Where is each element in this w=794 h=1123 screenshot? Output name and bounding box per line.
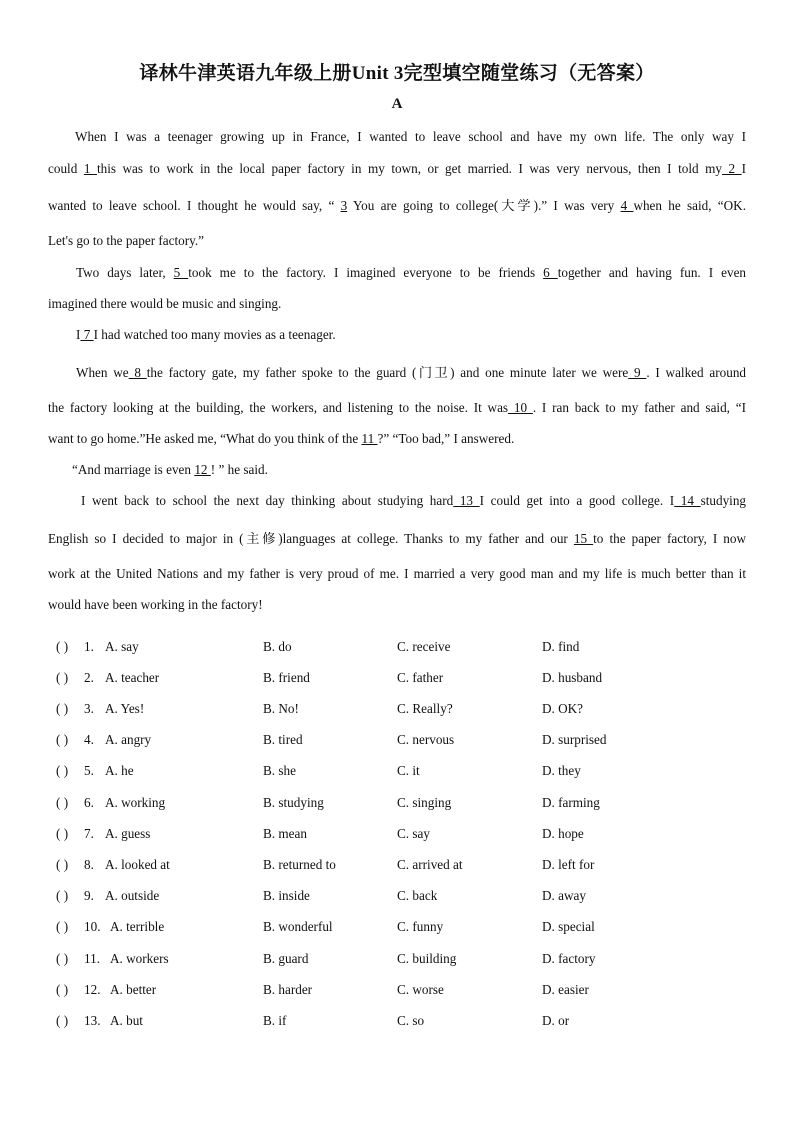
option-a: A. teacher xyxy=(105,670,160,685)
blank-12: 12 xyxy=(194,462,211,477)
passage-text: ?” “Too bad,” I answered. xyxy=(377,431,515,446)
passage-line xyxy=(48,399,746,417)
option-c: C. nervous xyxy=(397,732,455,747)
passage-line xyxy=(48,492,746,510)
option-b: B. inside xyxy=(263,888,310,903)
question-number: 10. xyxy=(84,919,101,934)
passage-line xyxy=(48,160,746,178)
answer-parenthesis: ( ) xyxy=(56,888,69,903)
option-a: A. but xyxy=(110,1013,143,1028)
passage-text: would have been working in the factory! xyxy=(48,597,263,612)
answer-parenthesis: ( ) xyxy=(56,795,69,810)
option-d: D. OK? xyxy=(542,701,584,716)
option-d: D. easier xyxy=(542,982,589,997)
blank-4: 4 xyxy=(620,198,634,213)
passage-line xyxy=(48,295,746,313)
passage-line xyxy=(48,596,746,614)
passage-text: Two days later, xyxy=(76,265,174,280)
option-b: B. No! xyxy=(263,701,299,716)
answer-parenthesis: ( ) xyxy=(56,670,69,685)
passage-text: ! ” he said. xyxy=(210,462,268,477)
option-d: D. hope xyxy=(542,826,584,841)
blank-2: 2 xyxy=(721,161,742,176)
passage-line xyxy=(48,565,746,583)
blank-13: 13 xyxy=(453,493,480,508)
option-a: A. better xyxy=(110,982,157,997)
answer-parenthesis: ( ) xyxy=(56,857,69,872)
option-c: C. say xyxy=(397,826,430,841)
question-number: 8. xyxy=(84,857,94,872)
answer-parenthesis: ( ) xyxy=(56,701,69,716)
passage-text: English so I decided to major in (主修)languages at college. Thanks to my father and our xyxy=(48,531,574,546)
passage-text: I xyxy=(741,161,747,176)
option-a: A. working xyxy=(105,795,166,810)
passage-line xyxy=(48,430,746,448)
option-c: C. Really? xyxy=(397,701,453,716)
blank-11: 11 xyxy=(361,431,378,446)
option-a: A. workers xyxy=(110,951,169,966)
passage-text: studying xyxy=(700,493,747,508)
answer-parenthesis: ( ) xyxy=(56,951,69,966)
question-number: 11. xyxy=(84,951,100,966)
question-number: 3. xyxy=(84,701,94,716)
passage-text: to the paper factory, I now xyxy=(593,531,747,546)
option-a: A. looked at xyxy=(105,857,170,872)
answer-parenthesis: ( ) xyxy=(56,639,69,654)
answer-parenthesis: ( ) xyxy=(56,919,69,934)
option-b: B. do xyxy=(263,639,292,654)
passage-text: “And marriage is even xyxy=(72,462,195,477)
option-c: C. back xyxy=(397,888,438,903)
option-c: C. building xyxy=(397,951,457,966)
passage-text: You are going to college(大学).” I was very xyxy=(347,198,621,213)
question-number: 1. xyxy=(84,639,94,654)
option-d: D. they xyxy=(542,763,581,778)
option-d: D. farming xyxy=(542,795,600,810)
option-b: B. studying xyxy=(263,795,324,810)
question-row xyxy=(0,981,794,1001)
option-d: D. or xyxy=(542,1013,570,1028)
answer-parenthesis: ( ) xyxy=(56,1013,69,1028)
question-number: 6. xyxy=(84,795,94,810)
passage-text: . I ran back to my father and said, “I xyxy=(532,400,747,415)
option-b: B. harder xyxy=(263,982,313,997)
option-c: C. singing xyxy=(397,795,452,810)
answer-parenthesis: ( ) xyxy=(56,982,69,997)
question-number: 5. xyxy=(84,763,94,778)
option-a: A. Yes! xyxy=(105,701,145,716)
passage-line xyxy=(48,128,746,146)
passage-text: . I walked around xyxy=(646,365,747,380)
passage-line xyxy=(48,197,746,215)
option-c: C. father xyxy=(397,670,444,685)
question-row xyxy=(0,794,794,814)
passage-text: Let's go to the paper factory.” xyxy=(48,233,205,248)
option-a: A. guess xyxy=(105,826,151,841)
option-c: C. arrived at xyxy=(397,857,463,872)
passage-text: took me to the factory. I imagined everyone to be friends xyxy=(188,265,544,280)
question-number: 13. xyxy=(84,1013,101,1028)
passage-line xyxy=(48,264,746,282)
passage-line xyxy=(48,364,746,382)
passage-line xyxy=(76,326,336,344)
question-number: 2. xyxy=(84,670,94,685)
document-title: 译林牛津英语九年级上册Unit 3完型填空随堂练习（无答案） xyxy=(139,63,655,84)
passage-text: together and having fun. I even xyxy=(557,265,747,280)
section-heading: A xyxy=(391,96,403,112)
option-b: B. mean xyxy=(263,826,307,841)
question-row xyxy=(0,638,794,658)
option-b: B. returned to xyxy=(263,857,336,872)
blank-15: 15 xyxy=(573,531,594,546)
option-a: A. terrible xyxy=(110,919,165,934)
passage-text: imagined there would be music and singing. xyxy=(48,296,282,311)
option-a: A. he xyxy=(105,763,134,778)
blank-7: 7 xyxy=(80,327,94,342)
option-d: D. away xyxy=(542,888,586,903)
passage-text: wanted to leave school. I thought he would say, “ xyxy=(48,198,341,213)
option-b: B. she xyxy=(263,763,296,778)
question-number: 4. xyxy=(84,732,94,747)
passage-text: When I was a teenager growing up in France, I wanted to leave school and have my own life. The only way I xyxy=(75,129,746,144)
option-d: D. special xyxy=(542,919,595,934)
passage-text: I went back to school the next day thinking about studying hard xyxy=(81,493,454,508)
option-c: C. so xyxy=(397,1013,425,1028)
passage-text: When we xyxy=(76,365,129,380)
blank-3: 3 xyxy=(340,198,348,213)
option-c: C. receive xyxy=(397,639,451,654)
blank-5: 5 xyxy=(173,265,189,280)
option-b: B. tired xyxy=(263,732,303,747)
passage-line xyxy=(48,530,746,548)
passage-text: I could get into a good college. I xyxy=(479,493,675,508)
option-c: C. worse xyxy=(397,982,444,997)
blank-9: 9 xyxy=(628,365,647,380)
question-row xyxy=(0,950,794,970)
option-d: D. factory xyxy=(542,951,596,966)
option-b: B. guard xyxy=(263,951,309,966)
question-row xyxy=(0,856,794,876)
option-c: C. it xyxy=(397,763,420,778)
passage-text: the factory gate, my father spoke to the guard (门卫) and one minute later we were xyxy=(146,365,629,380)
passage-text: want to go home.”He asked me, “What do you think of the xyxy=(48,431,362,446)
passage-text: this was to work in the local paper factory in my town, or get married. I was very nervous, then I told my xyxy=(96,161,722,176)
question-number: 12. xyxy=(84,982,101,997)
passage-line xyxy=(48,232,746,250)
option-d: D. find xyxy=(542,639,580,654)
answer-parenthesis: ( ) xyxy=(56,826,69,841)
passage-text: could xyxy=(48,161,84,176)
option-a: A. say xyxy=(105,639,139,654)
option-a: A. outside xyxy=(105,888,160,903)
passage-line xyxy=(72,461,268,479)
option-b: B. friend xyxy=(263,670,310,685)
question-row xyxy=(0,825,794,845)
blank-10: 10 xyxy=(508,400,533,415)
option-d: D. left for xyxy=(542,857,595,872)
blank-8: 8 xyxy=(128,365,147,380)
question-row xyxy=(0,1012,794,1032)
question-row xyxy=(0,887,794,907)
option-d: D. surprised xyxy=(542,732,607,747)
question-number: 7. xyxy=(84,826,94,841)
question-row xyxy=(0,762,794,782)
passage-text: when he said, “OK. xyxy=(633,198,747,213)
question-row xyxy=(0,700,794,720)
blank-6: 6 xyxy=(543,265,558,280)
option-b: B. wonderful xyxy=(263,919,333,934)
option-b: B. if xyxy=(263,1013,287,1028)
passage-text: I had watched too many movies as a teenager. xyxy=(93,327,336,342)
question-row xyxy=(0,669,794,689)
question-row xyxy=(0,918,794,938)
passage-text: I xyxy=(76,327,81,342)
question-row xyxy=(0,731,794,751)
passage-text: the factory looking at the building, the workers, and listening to the noise. It was xyxy=(48,400,509,415)
question-number: 9. xyxy=(84,888,94,903)
answer-parenthesis: ( ) xyxy=(56,763,69,778)
option-d: D. husband xyxy=(542,670,603,685)
answer-parenthesis: ( ) xyxy=(56,732,69,747)
passage-text: work at the United Nations and my father is very proud of me. I married a very good man and my life is much better than it xyxy=(48,566,746,581)
option-c: C. funny xyxy=(397,919,444,934)
blank-1: 1 xyxy=(83,161,97,176)
option-a: A. angry xyxy=(105,732,152,747)
blank-14: 14 xyxy=(674,493,701,508)
